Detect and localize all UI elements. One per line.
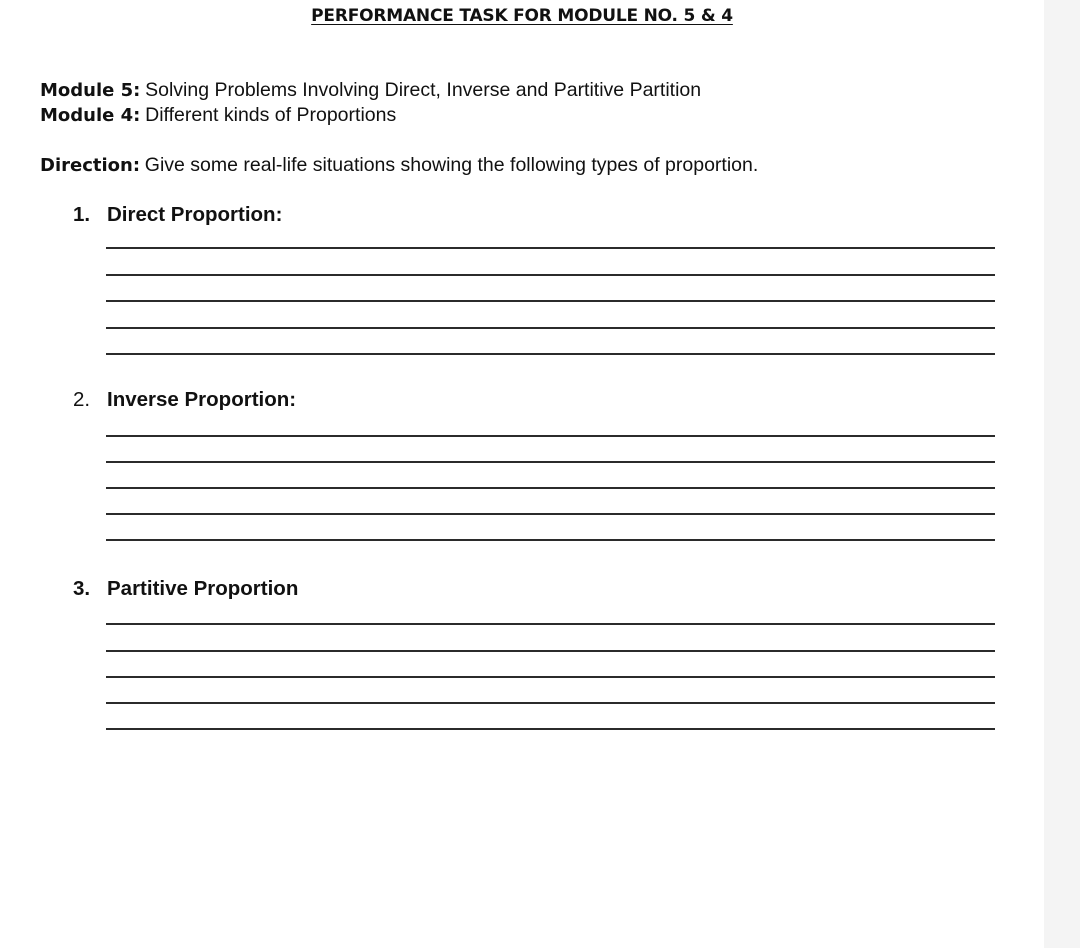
answer-line[interactable] bbox=[106, 676, 995, 678]
document-title bbox=[0, 6, 1044, 26]
answer-line[interactable] bbox=[106, 435, 995, 437]
module-5-text: Solving Problems Involving Direct, Inverse and Partitive Partition bbox=[145, 79, 702, 101]
module-5-label: Module 5: bbox=[40, 80, 141, 101]
answer-line[interactable] bbox=[106, 300, 995, 302]
answer-line[interactable] bbox=[106, 728, 995, 730]
answer-line[interactable] bbox=[106, 327, 995, 329]
direction-text: Give some real-life situations showing the following types of proportion. bbox=[144, 154, 759, 176]
question-title: Inverse Proportion: bbox=[107, 388, 297, 411]
module-4-label: Module 4: bbox=[40, 105, 141, 126]
question-number: 2. bbox=[73, 388, 91, 411]
answer-line[interactable] bbox=[106, 353, 995, 355]
answer-line[interactable] bbox=[106, 513, 995, 515]
question-3 bbox=[73, 577, 298, 601]
question-title: Direct Proportion: bbox=[107, 203, 283, 226]
answer-line[interactable] bbox=[106, 487, 995, 489]
viewer-gutter bbox=[1044, 0, 1080, 948]
answer-line[interactable] bbox=[106, 247, 995, 249]
answer-line[interactable] bbox=[106, 623, 995, 625]
answer-line[interactable] bbox=[106, 461, 995, 463]
module-5-line bbox=[40, 79, 701, 102]
answer-line[interactable] bbox=[106, 539, 995, 541]
direction-line bbox=[40, 154, 758, 177]
question-2 bbox=[73, 388, 296, 412]
answer-line[interactable] bbox=[106, 702, 995, 704]
question-number: 3. bbox=[73, 577, 91, 600]
question-1 bbox=[73, 203, 282, 227]
question-title: Partitive Proportion bbox=[107, 577, 299, 600]
module-4-text: Different kinds of Proportions bbox=[145, 104, 397, 126]
answer-line[interactable] bbox=[106, 274, 995, 276]
module-4-line bbox=[40, 104, 396, 127]
direction-label: Direction: bbox=[40, 155, 141, 176]
title-text: PERFORMANCE TASK FOR MODULE NO. 5 & 4 bbox=[311, 6, 733, 26]
question-number: 1. bbox=[73, 203, 91, 226]
answer-line[interactable] bbox=[106, 650, 995, 652]
